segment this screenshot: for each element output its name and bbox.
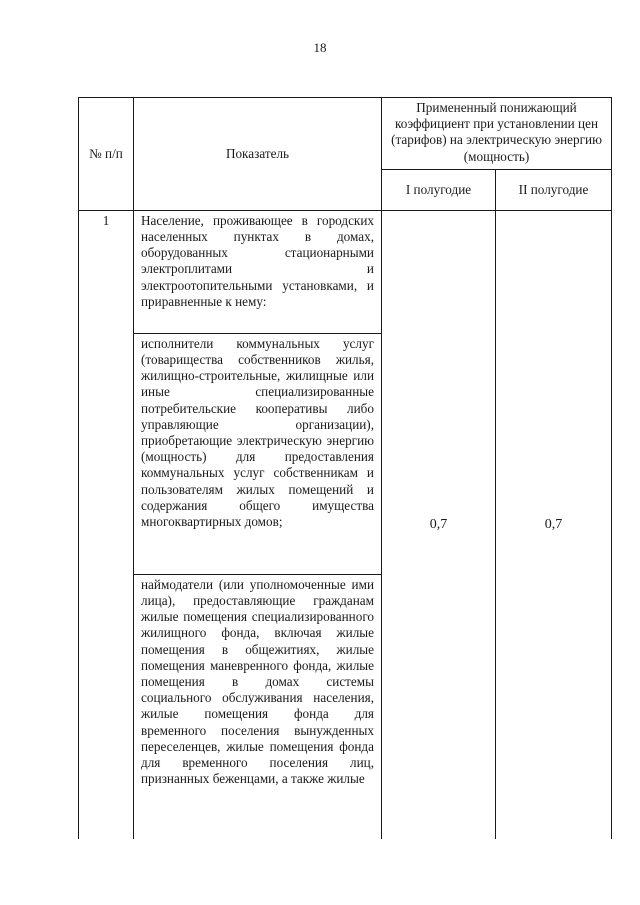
indicator-text-utility-providers: исполнители коммунальных услуг (товарищества собственников жилья, жилищно-строительные, жилищные или иные специализированные потребительские кооперативы либо управляющие организации), приобретающие электрическую энергию (мощность) для предоставления коммунальных услуг собственникам и пользователям жилых помещений и содержания общего имущества многоквартирных домов; — [134, 333, 382, 574]
table-row — [79, 210, 612, 333]
tariff-coefficient-table — [78, 97, 612, 839]
indicator-text-landlords: наймодатели (или уполномоченные ими лица), предоставляющие гражданам жилые помещения специализированного жилищного фонда, включая жилые помещения в общежитиях, жилые помещения маневренного фонда, жилые помещения в домах системы социального обслуживания населения, жилые помещения фонда для временного поселения вынужденных переселенцев, жилые помещения фонда для временного поселения лиц, признанных беженцами, а также жилые — [134, 574, 382, 839]
indicator-text-population: Население, проживающее в городских населенных пунктах в домах, оборудованных стационарными электроплитами и электроотопительными установками, и приравненные к нему: — [134, 210, 382, 333]
header-coefficient: Примененный понижающий коэффициент при установлении цен (тарифов) на электрическую энергию (мощность) — [382, 98, 612, 170]
header-half1: I полугодие — [382, 169, 496, 210]
page-number: 18 — [313, 40, 327, 55]
value-half2: 0,7 — [496, 210, 612, 839]
value-half1: 0,7 — [382, 210, 496, 839]
header-row — [79, 98, 612, 170]
row-number: 1 — [79, 210, 134, 839]
header-half2: II полугодие — [496, 169, 612, 210]
header-indicator: Показатель — [134, 98, 382, 211]
header-number: № п/п — [79, 98, 134, 211]
